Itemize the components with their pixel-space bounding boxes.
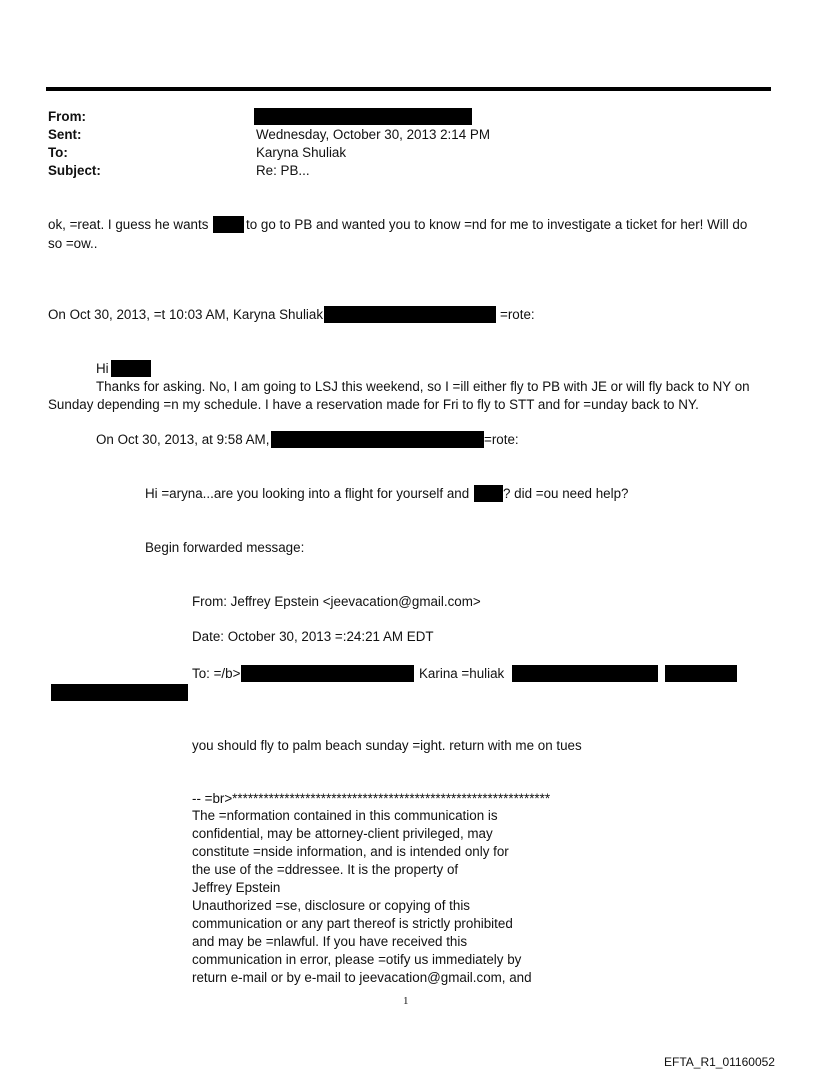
- header-rule: [46, 87, 771, 91]
- forwarded-date: Date: October 30, 2013 =:24:21 AM EDT: [192, 629, 434, 644]
- redacted-recipient: [241, 665, 414, 682]
- disclaimer-line: and may be =nlawful. If you have received this: [192, 934, 468, 949]
- redacted-name: [474, 485, 503, 502]
- disclaimer: [192, 807, 552, 987]
- subject-label: Subject:: [48, 163, 101, 178]
- sent-value: Wednesday, October 30, 2013 2:14 PM: [256, 127, 490, 142]
- page-number: 1: [403, 995, 409, 1007]
- redacted-sender: [271, 431, 484, 448]
- sent-label: Sent:: [48, 127, 82, 142]
- disclaimer-line: confidential, may be attorney-client privileged, may: [192, 826, 493, 841]
- from-label: From:: [48, 109, 86, 124]
- quote1-attribution: On Oct 30, 2013, =t 10:03 AM, Karyna Shuliak: [48, 307, 324, 322]
- to-value: Karyna Shuliak: [256, 145, 347, 160]
- disclaimer-line: communication in error, please =otify us immediately by: [192, 952, 522, 967]
- redacted-name: [213, 216, 244, 233]
- quote2-body-b: ? did =ou need help?: [503, 486, 629, 501]
- to-label: To:: [48, 145, 68, 160]
- forward-label: Begin forwarded message:: [145, 540, 305, 555]
- forwarded-to: To: =/b>: [192, 666, 241, 681]
- subject-value: Re: PB...: [256, 163, 310, 178]
- redacted-recipient: [665, 665, 737, 682]
- redacted-email: [324, 306, 496, 323]
- quote2-attribution: On Oct 30, 2013, at 9:58 AM,: [96, 432, 270, 447]
- disclaimer-line: Jeffrey Epstein: [192, 880, 281, 895]
- disclaimer-line: The =nformation contained in this communication is: [192, 808, 498, 823]
- disclaimer-line: communication or any part thereof is strictly prohibited: [192, 916, 513, 931]
- reply-line-1a: ok, =reat. I guess he wants: [48, 217, 209, 232]
- signature-separator: -- =br>*************************************************************: [192, 791, 551, 806]
- quote1-body-1: Thanks for asking. No, I am going to LSJ this weekend, so I =ill either fly to PB with JE or will fly back to NY on: [96, 379, 750, 394]
- redacted-sender: [254, 108, 472, 125]
- forwarded-from: From: Jeffrey Epstein <jeevacation@gmail.com>: [192, 594, 481, 609]
- quote2-attribution-end: =rote:: [484, 432, 519, 447]
- redacted-email: [512, 665, 658, 682]
- quote1-attribution-end: =rote:: [500, 307, 535, 322]
- reply-line-2: so =ow..: [48, 236, 98, 251]
- disclaimer-line: return e-mail or by e-mail to jeevacation@gmail.com, and: [192, 970, 532, 985]
- forwarded-body: you should fly to palm beach sunday =ight. return with me on tues: [192, 738, 582, 753]
- forwarded-to-name: Karina =huliak: [419, 666, 505, 681]
- redacted-email: [51, 684, 188, 701]
- quote1-body-2: Sunday depending =n my schedule. I have a reservation made for Fri to fly to STT and for =unday back to NY.: [48, 397, 699, 412]
- redacted-name: [111, 360, 151, 377]
- disclaimer-line: Unauthorized =se, disclosure or copying of this: [192, 898, 471, 913]
- quote2-body-a: Hi =aryna...are you looking into a flight for yourself and: [145, 486, 470, 501]
- bates-number: EFTA_R1_01160052: [664, 1055, 775, 1069]
- disclaimer-line: the use of the =ddressee. It is the property of: [192, 862, 459, 877]
- reply-line-1b: to go to PB and wanted you to know =nd for me to investigate a ticket for her! Will do: [246, 217, 748, 232]
- disclaimer-line: constitute =nside information, and is intended only for: [192, 844, 509, 859]
- quote1-greeting: Hi: [96, 361, 109, 376]
